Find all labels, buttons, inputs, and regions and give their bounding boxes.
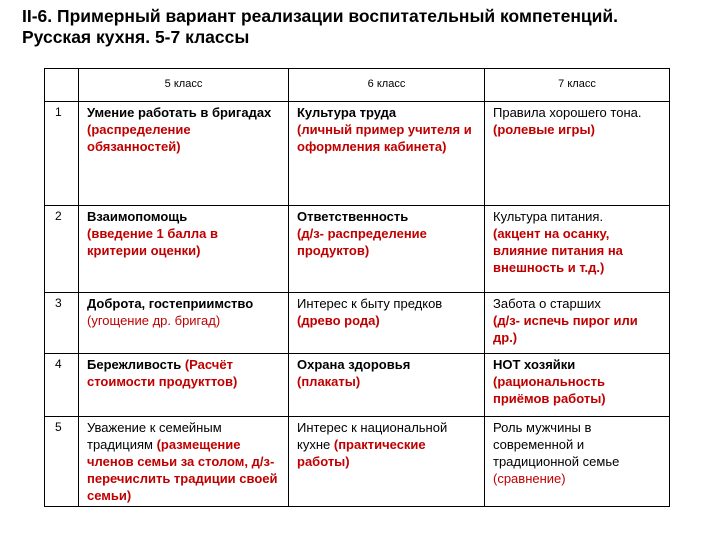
competence: Культура труда [297,105,397,120]
competence: НОТ хозяйки [493,357,576,372]
cell-grade-6 [289,354,485,417]
cell-grade-6 [289,293,485,354]
competence: Интерес к быту предков [297,296,443,311]
table-row [45,293,670,354]
page-title [22,6,712,48]
method-note: (древо рода) [297,313,380,328]
competence: Ответственность [297,209,409,224]
method-note: (сравнение) [493,471,566,486]
table-row [45,102,670,206]
table-header-row [45,69,670,102]
competence: Охрана здоровья [297,357,411,372]
header-grade-5: 5 класс [79,69,289,102]
header-number [45,69,79,102]
cell-grade-5 [79,102,289,206]
method-note: (ролевые игры) [493,122,595,137]
method-note: (плакаты) [297,374,361,389]
cell-grade-7 [485,206,670,293]
method-note: (д/з- испечь пирог или др.) [493,313,638,345]
cell-grade-5 [79,206,289,293]
cell-grade-6 [289,206,485,293]
cell-grade-5 [79,417,289,507]
cell-grade-7 [485,417,670,507]
cell-grade-7 [485,293,670,354]
competence: Взаимопомощь [87,209,188,224]
competence: Доброта, гостеприимство [87,296,254,311]
competence: Уважение к семейным традициям [87,420,222,452]
method-note: (распределение обязанностей) [87,122,191,154]
method-note: (размещение членов семьи за столом, д/з- перечислить традиции своей семьи) [87,437,278,503]
row-number: 5 [45,417,79,507]
cell-grade-7 [485,102,670,206]
row-number: 1 [45,102,79,206]
method-note: (угощение др. бригад) [87,313,221,328]
competence: Культура питания. [493,209,604,224]
competence: Забота о старших [493,296,601,311]
competence: Правила хорошего тона. [493,105,642,120]
row-number: 4 [45,354,79,417]
row-number: 2 [45,206,79,293]
competence: Умение работать в бригадах [87,105,272,120]
cell-grade-6 [289,102,485,206]
table-row [45,206,670,293]
competence-table [44,68,670,507]
cell-grade-5 [79,293,289,354]
row-number: 3 [45,293,79,354]
table-row [45,354,670,417]
cell-grade-5 [79,354,289,417]
cell-grade-7 [485,354,670,417]
method-note: (личный пример учителя и оформления кабинета) [297,122,472,154]
method-note: (введение 1 балла в критерии оценки) [87,226,218,258]
table-row [45,417,670,507]
header-grade-7: 7 класс [485,69,670,102]
method-note: (рациональность приёмов работы) [493,374,606,406]
method-note: (практические работы) [297,437,426,469]
cell-grade-6 [289,417,485,507]
competence: Бережливость [87,357,182,372]
title-line-2: Русская кухня. 5-7 классы [22,27,250,47]
method-note: (акцент на осанку, влияние питания на внешность и т.д.) [493,226,623,275]
method-note: (д/з- распределение продуктов) [297,226,427,258]
competence: Интерес к национальной кухне [297,420,448,452]
competence: Роль мужчины в современной и традиционной семье [493,420,620,469]
method-note: (Расчёт стоимости продукттов) [87,357,238,389]
title-line-1: II-6. Примерный вариант реализации воспитательный компетенций. [22,6,619,26]
header-grade-6: 6 класс [289,69,485,102]
